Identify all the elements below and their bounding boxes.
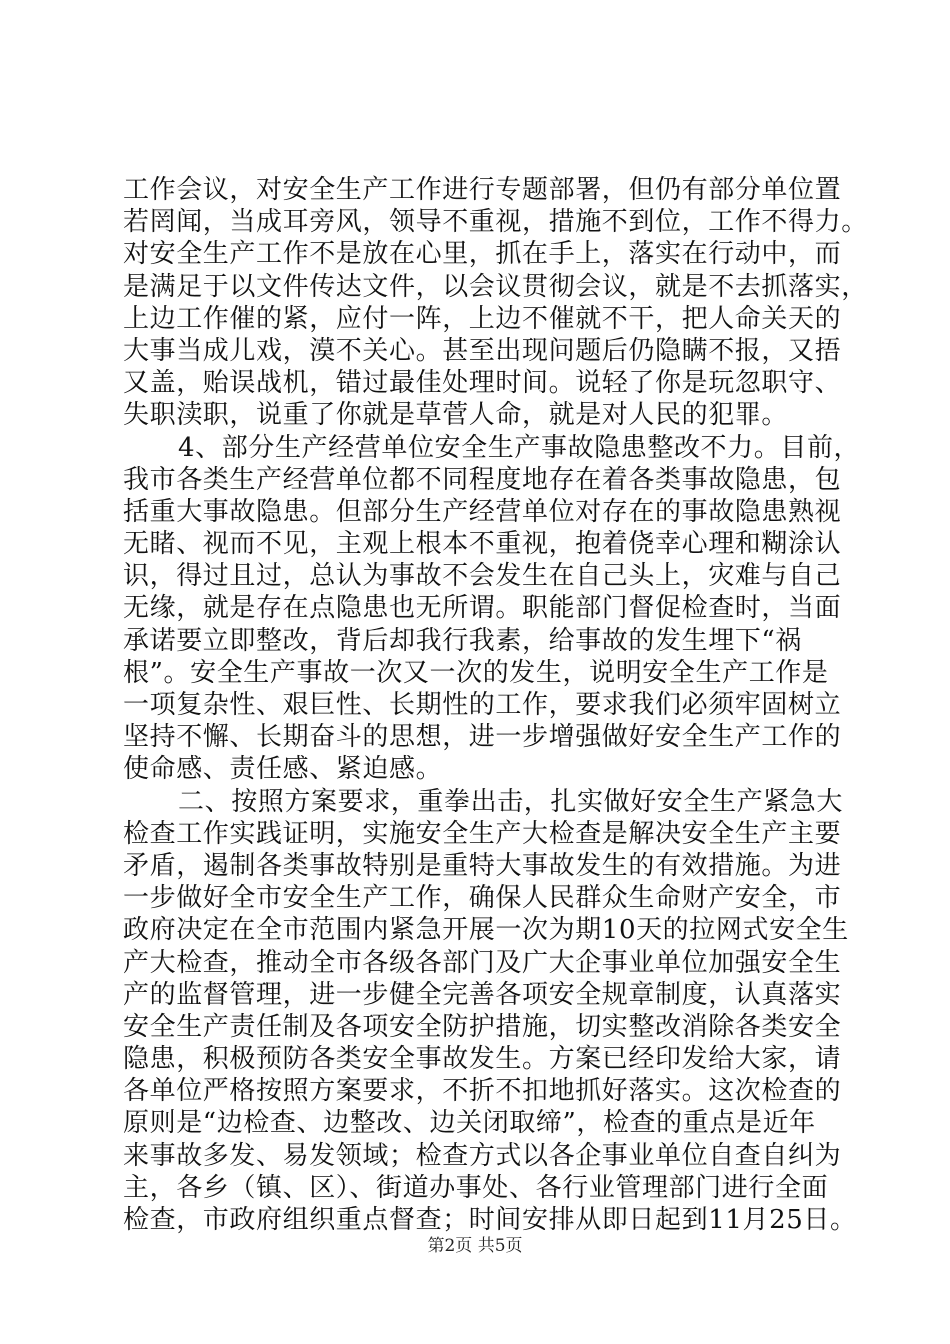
text-line: 无睹、视而不见，主观上根本不重视，抱着侥幸心理和糊涂认 (123, 529, 842, 560)
body-text (123, 174, 868, 1236)
text-line: 识，得过且过，总认为事故不会发生在自己头上，灾难与自己 (123, 561, 842, 592)
text-line: 无缘，就是存在点隐患也无所谓。职能部门督促检查时，当面 (123, 593, 842, 624)
text-line: 安全生产责任制及各项安全防护措施，切实整改消除各类安全 (123, 1011, 842, 1042)
text-line: 检查，市政府组织重点督查；时间安排从即日起到11月25日。 (123, 1205, 857, 1235)
text-line: 又盖，贻误战机，错过最佳处理时间。说轻了你是玩忽职守、 (123, 368, 842, 399)
text-line: 是满足于以文件传达文件，以会议贯彻会议，就是不去抓落实， (123, 271, 868, 302)
text-line: 我市各类生产经营单位都不同程度地存在着各类事故隐患，包 (123, 464, 842, 495)
text-line: 隐患，积极预防各类安全事故发生。方案已经印发给大家，请 (123, 1044, 842, 1075)
text-line: 检查工作实践证明，实施安全生产大检查是解决安全生产主要 (123, 818, 842, 849)
text-line: 上边工作催的紧，应付一阵，上边不催就不干，把人命关天的 (123, 303, 842, 334)
text-line: 对安全生产工作不是放在心里，抓在手上，落实在行动中，而 (123, 239, 842, 270)
text-line: 大事当成儿戏，漠不关心。甚至出现问题后仍隐瞒不报，又捂 (123, 335, 842, 366)
text-line: 产的监督管理，进一步健全完善各项安全规章制度，认真落实 (123, 979, 842, 1010)
text-line: 若罔闻，当成耳旁风，领导不重视，措施不到位，工作不得力。 (123, 207, 868, 238)
text-line: 坚持不懈、长期奋斗的思想，进一步增强做好安全生产工作的 (123, 722, 842, 753)
text-line: 主，各乡（镇、区）、街道办事处、各行业管理部门进行全面 (123, 1172, 829, 1203)
paragraph-start-line: 4、部分生产经营单位安全生产事故隐患整改不力。目前， (178, 432, 861, 463)
text-line: 承诺要立即整改，背后却我行我素，给事故的发生埋下“祸 (123, 625, 802, 656)
text-line: 根”。安全生产事故一次又一次的发生，说明安全生产工作是 (123, 657, 829, 688)
text-line: 失职渎职，说重了你就是草菅人命，就是对人民的犯罪。 (123, 400, 789, 431)
text-line: 工作会议，对安全生产工作进行专题部署，但仍有部分单位置 (123, 175, 842, 205)
text-line: 各单位严格按照方案要求，不折不扣地抓好落实。这次检查的 (123, 1076, 842, 1107)
paragraph-start-line: 二、按照方案要求，重拳出击，扎实做好安全生产紧急大 (178, 786, 844, 817)
text-line: 产大检查，推动全市各级各部门及广大企事业单位加强安全生 (123, 947, 842, 978)
text-line: 矛盾，遏制各类事故特别是重特大事故发生的有效措施。为进 (123, 850, 842, 881)
text-line: 政府决定在全市范围内紧急开展一次为期10天的拉网式安全生 (123, 915, 849, 946)
text-line: 一步做好全市安全生产工作，确保人民群众生命财产安全，市 (123, 883, 842, 914)
text-line: 使命感、责任感、紧迫感。 (123, 754, 443, 785)
text-line: 原则是“边检查、边整改、边关闭取缔”，检查的重点是近年 (123, 1108, 816, 1139)
text-line: 括重大事故隐患。但部分生产经营单位对存在的事故隐患熟视 (123, 496, 842, 527)
text-line: 一项复杂性、艰巨性、长期性的工作，要求我们必须牢固树立 (123, 690, 842, 720)
text-line: 来事故多发、易发领域；检查方式以各企事业单位自查自纠为 (123, 1140, 842, 1171)
page-footer: 第2页 共5页 (427, 1236, 523, 1256)
